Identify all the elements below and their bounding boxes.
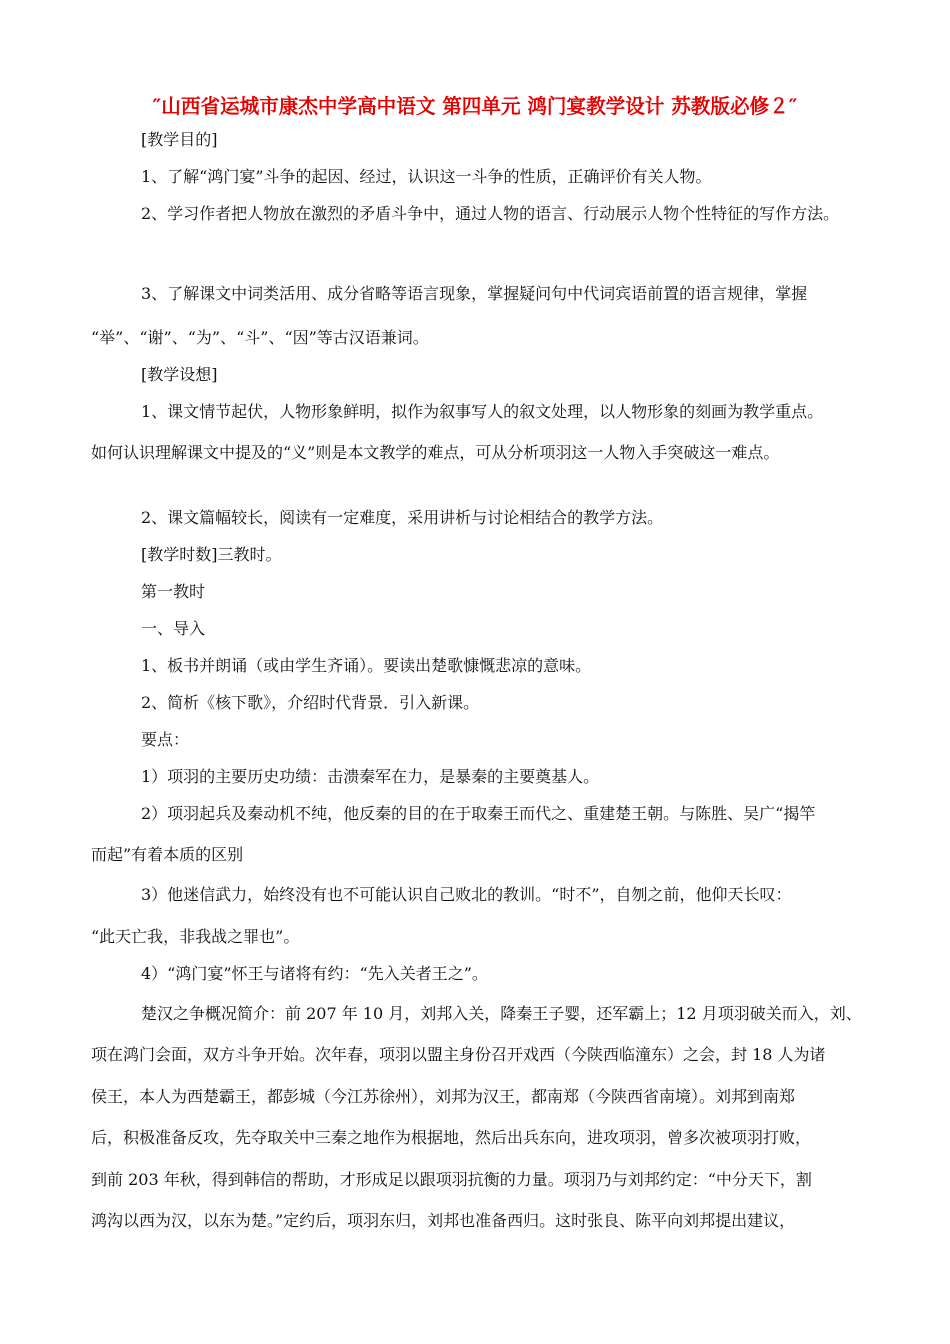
paragraph-line: 1、课文情节起伏，人物形象鲜明，拟作为叙事写人的叙文处理，以人物形象的刻画为教学重点。 bbox=[141, 402, 824, 421]
section-heading: 第一教时 bbox=[141, 582, 206, 601]
section-heading: [教学设想] bbox=[141, 365, 218, 384]
paragraph-line: 鸿沟以西为汉，以东为楚。”定约后，项羽东归，刘邦也准备西归。这时张良、陈平向刘邦提出建议， bbox=[91, 1211, 796, 1230]
paragraph-line: 2）项羽起兵及秦动机不纯，他反秦的目的在于取秦王而代之、重建楚王朝。与陈胜、吴广“揭竿 bbox=[141, 804, 816, 823]
paragraph-line: 如何认识理解课文中提及的“义”则是本文教学的难点，可从分析项羽这一人物入手突破这一难点。 bbox=[91, 443, 780, 462]
paragraph-line: 而起”有着本质的区别 bbox=[91, 845, 244, 864]
document-title: ″山西省运城市康杰中学高中语文 第四单元 鸿门宴教学设计 苏教版必修２″ bbox=[152, 94, 798, 118]
paragraph-line: 4）“鸿门宴”怀王与诸将有约：“先入关者王之”。 bbox=[141, 964, 488, 983]
paragraph-line: 2、课文篇幅较长，阅读有一定难度，采用讲析与讨论相结合的教学方法。 bbox=[141, 508, 664, 527]
paragraph-line: 要点： bbox=[141, 730, 190, 749]
section-heading: 一、导入 bbox=[141, 619, 206, 638]
paragraph-line: 侯王，本人为西楚霸王，都彭城（今江苏徐州），刘邦为汉王，都南郑（今陕西省南境）。刘邦到南郑 bbox=[91, 1087, 796, 1106]
paragraph-line: 项在鸿门会面，双方斗争开始。次年春，项羽以盟主身份召开戏西（今陕西临潼东）之会，封 18 人为诸 bbox=[91, 1045, 826, 1064]
paragraph-line: 2、学习作者把人物放在激烈的矛盾斗争中，通过人物的语言、行动展示人物个性特征的写作方法。 bbox=[141, 204, 840, 223]
paragraph-line: 楚汉之争概况简介：前 207 年 10 月，刘邦入关，降秦王子婴，还军霸上；12 月项羽破关而入，刘、 bbox=[141, 1004, 862, 1023]
paragraph-line: 3、了解课文中词类活用、成分省略等语言现象，掌握疑问句中代词宾语前置的语言规律，掌握 bbox=[141, 284, 808, 303]
paragraph-line: 到前 203 年秋，得到韩信的帮助，才形成足以跟项羽抗衡的力量。项羽乃与刘邦约定：“中分天下，割 bbox=[91, 1170, 812, 1189]
paragraph-line: 1）项羽的主要历史功绩：击溃秦军在力，是暴秦的主要奠基人。 bbox=[141, 767, 600, 786]
paragraph-line: 3）他迷信武力，始终没有也不可能认识自己败北的教训。“时不”，自刎之前，他仰天长叹： bbox=[141, 885, 792, 904]
paragraph-line: 1、了解“鸿门宴”斗争的起因、经过，认识这一斗争的性质，正确评价有关人物。 bbox=[141, 167, 712, 186]
paragraph-line: “举”、“谢”、“为”、“斗”、“因”等古汉语兼词。 bbox=[91, 328, 429, 347]
paragraph-line: 2、简析《核下歌》，介绍时代背景．引入新课。 bbox=[141, 693, 480, 712]
section-heading: [教学时数]三教时。 bbox=[141, 545, 282, 564]
paragraph-line: 后，积极准备反攻，先夺取关中三秦之地作为根据地，然后出兵东向，进攻项羽，曾多次被项羽打败， bbox=[91, 1128, 812, 1147]
paragraph-line: “此天亡我，非我战之罪也”。 bbox=[91, 927, 300, 946]
paragraph-line: 1、板书并朗诵（或由学生齐诵）。要读出楚歌慷慨悲凉的意味。 bbox=[141, 656, 592, 675]
section-heading: [教学目的] bbox=[141, 130, 218, 149]
